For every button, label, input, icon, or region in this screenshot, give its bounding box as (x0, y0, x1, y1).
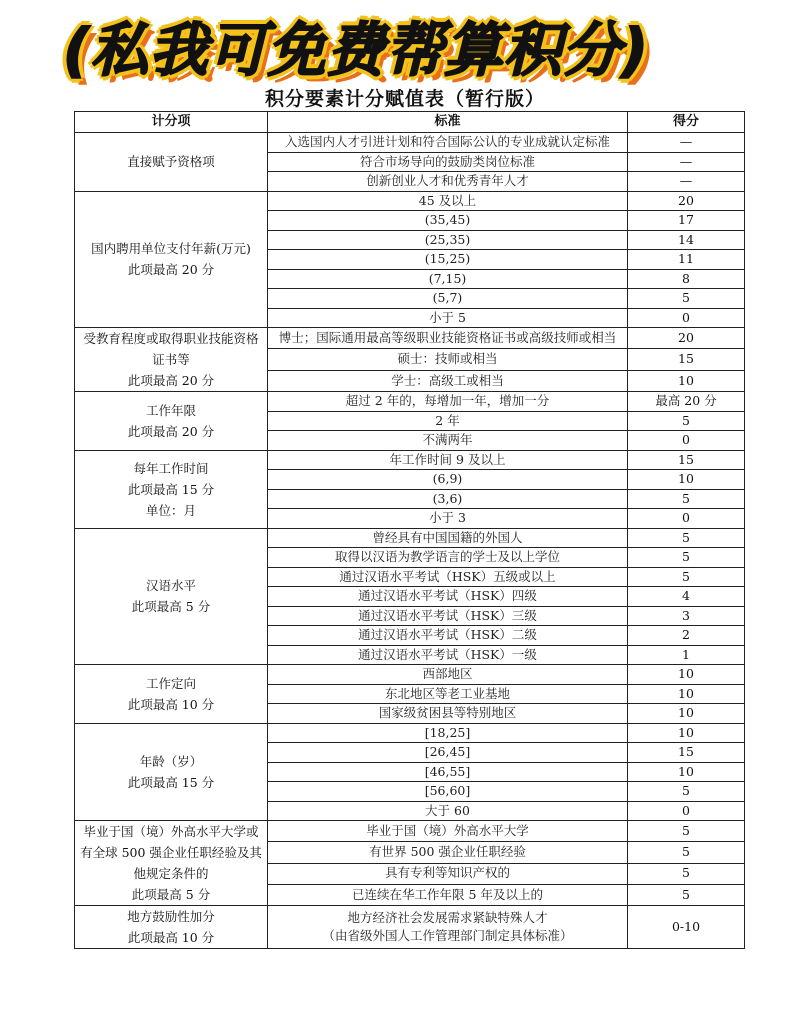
standard-cell: 硕士：技师或相当 (268, 349, 628, 370)
standard-cell: 创新创业人才和优秀青年人才 (268, 172, 628, 192)
table-row (75, 392, 745, 412)
header-item: 计分项 (75, 112, 268, 133)
score-cell: 5 (628, 411, 745, 431)
score-cell: 5 (628, 528, 745, 548)
table-header-row (75, 112, 745, 133)
standard-cell: 通过汉语水平考试（HSK）一级 (268, 645, 628, 665)
table-row (75, 328, 745, 349)
standard-cell: 小于 5 (268, 308, 628, 328)
score-item-cell: 毕业于国（境）外高水平大学或有全球 500 强企业任职经验及其他规定条件的 此项最高 5 分 (75, 821, 268, 906)
standard-cell: 大于 60 (268, 801, 628, 821)
standard-cell: 地方经济社会发展需求紧缺特殊人才 （由省级外国人工作管理部门制定具体标准） (268, 906, 628, 949)
standard-cell: 2 年 (268, 411, 628, 431)
table-row (75, 133, 745, 153)
standard-cell: [56,60] (268, 782, 628, 802)
standard-cell: 45 及以上 (268, 191, 628, 211)
score-cell: 5 (628, 489, 745, 509)
standard-cell: 国家级贫困县等特别地区 (268, 704, 628, 724)
score-cell: 5 (628, 782, 745, 802)
score-item-cell: 每年工作时间 此项最高 15 分 单位：月 (75, 450, 268, 528)
score-cell: 5 (628, 548, 745, 568)
score-cell: 15 (628, 450, 745, 470)
score-cell: 5 (628, 863, 745, 884)
score-cell: 1 (628, 645, 745, 665)
standard-cell: (5,7) (268, 289, 628, 309)
score-item-cell: 工作年限 此项最高 20 分 (75, 392, 268, 451)
score-cell: 8 (628, 269, 745, 289)
standard-cell: 通过汉语水平考试（HSK）五级或以上 (268, 567, 628, 587)
score-cell: 10 (628, 684, 745, 704)
score-cell: 5 (628, 567, 745, 587)
standard-cell: (35,45) (268, 211, 628, 231)
score-cell: 10 (628, 665, 745, 685)
score-cell: 2 (628, 626, 745, 646)
score-cell: 10 (628, 370, 745, 391)
score-cell: 14 (628, 230, 745, 250)
standard-cell: (6,9) (268, 470, 628, 490)
score-cell: — (628, 152, 745, 172)
table-row (75, 528, 745, 548)
score-cell: 0 (628, 431, 745, 451)
standard-cell: 小于 3 (268, 509, 628, 529)
standard-cell: (15,25) (268, 250, 628, 270)
score-cell: 5 (628, 289, 745, 309)
standard-cell: 有世界 500 强企业任职经验 (268, 842, 628, 863)
score-item-cell: 直接赋予资格项 (75, 133, 268, 192)
table-row (75, 821, 745, 842)
score-cell: 20 (628, 191, 745, 211)
score-cell: 10 (628, 470, 745, 490)
standard-cell: (3,6) (268, 489, 628, 509)
standard-cell: (25,35) (268, 230, 628, 250)
standard-cell: [18,25] (268, 723, 628, 743)
score-cell: 0-10 (628, 906, 745, 949)
score-cell: 15 (628, 349, 745, 370)
score-cell: 17 (628, 211, 745, 231)
score-cell: 10 (628, 762, 745, 782)
standard-cell: (7,15) (268, 269, 628, 289)
table-row (75, 191, 745, 211)
score-cell: 0 (628, 801, 745, 821)
standard-cell: 通过汉语水平考试（HSK）三级 (268, 606, 628, 626)
score-item-cell: 工作定向 此项最高 10 分 (75, 665, 268, 724)
standard-cell: 毕业于国（境）外高水平大学 (268, 821, 628, 842)
score-item-cell: 受教育程度或取得职业技能资格证书等 此项最高 20 分 (75, 328, 268, 392)
score-cell: 20 (628, 328, 745, 349)
score-cell: 0 (628, 509, 745, 529)
standard-cell: 学士：高级工或相当 (268, 370, 628, 391)
table-title: 积分要素计分赋值表（暂行版） (264, 88, 545, 110)
table-row (75, 665, 745, 685)
standard-cell: 符合市场导向的鼓励类岗位标准 (268, 152, 628, 172)
header-score: 得分 (628, 112, 745, 133)
standard-cell: [26,45] (268, 743, 628, 763)
score-cell: — (628, 133, 745, 153)
score-cell: 4 (628, 587, 745, 607)
score-cell: 10 (628, 704, 745, 724)
score-cell: 5 (628, 821, 745, 842)
score-cell: 11 (628, 250, 745, 270)
table-row (75, 906, 745, 949)
standard-cell: 入选国内人才引进计划和符合国际公认的专业成就认定标准 (268, 133, 628, 153)
standard-cell: 通过汉语水平考试（HSK）四级 (268, 587, 628, 607)
standard-cell: 年工作时间 9 及以上 (268, 450, 628, 470)
standard-cell: 博士；国际通用最高等级职业技能资格证书或高级技师或相当 (268, 328, 628, 349)
score-item-cell: 汉语水平 此项最高 5 分 (75, 528, 268, 665)
promo-banner (56, 6, 656, 84)
standard-cell: 西部地区 (268, 665, 628, 685)
table-row (75, 450, 745, 470)
score-cell: — (628, 172, 745, 192)
score-cell: 5 (628, 842, 745, 863)
standard-cell: 具有专利等知识产权的 (268, 863, 628, 884)
header-standard: 标准 (268, 112, 628, 133)
banner-text: (私我可免费帮算积分) (62, 16, 650, 84)
score-cell: 3 (628, 606, 745, 626)
standard-cell: 通过汉语水平考试（HSK）二级 (268, 626, 628, 646)
standard-cell: 东北地区等老工业基地 (268, 684, 628, 704)
score-table (74, 111, 745, 949)
standard-cell: 曾经具有中国国籍的外国人 (268, 528, 628, 548)
score-cell: 10 (628, 723, 745, 743)
score-item-cell: 年龄（岁） 此项最高 15 分 (75, 723, 268, 821)
score-cell: 最高 20 分 (628, 392, 745, 412)
score-cell: 15 (628, 743, 745, 763)
score-item-cell: 国内聘用单位支付年薪(万元) 此项最高 20 分 (75, 191, 268, 328)
standard-cell: [46,55] (268, 762, 628, 782)
score-cell: 0 (628, 308, 745, 328)
table-row (75, 723, 745, 743)
standard-cell: 不满两年 (268, 431, 628, 451)
standard-cell: 取得以汉语为教学语言的学士及以上学位 (268, 548, 628, 568)
score-cell: 5 (628, 884, 745, 905)
standard-cell: 超过 2 年的，每增加一年，增加一分 (268, 392, 628, 412)
table-body (75, 133, 745, 949)
standard-cell: 已连续在华工作年限 5 年及以上的 (268, 884, 628, 905)
score-item-cell: 地方鼓励性加分 此项最高 10 分 (75, 906, 268, 949)
